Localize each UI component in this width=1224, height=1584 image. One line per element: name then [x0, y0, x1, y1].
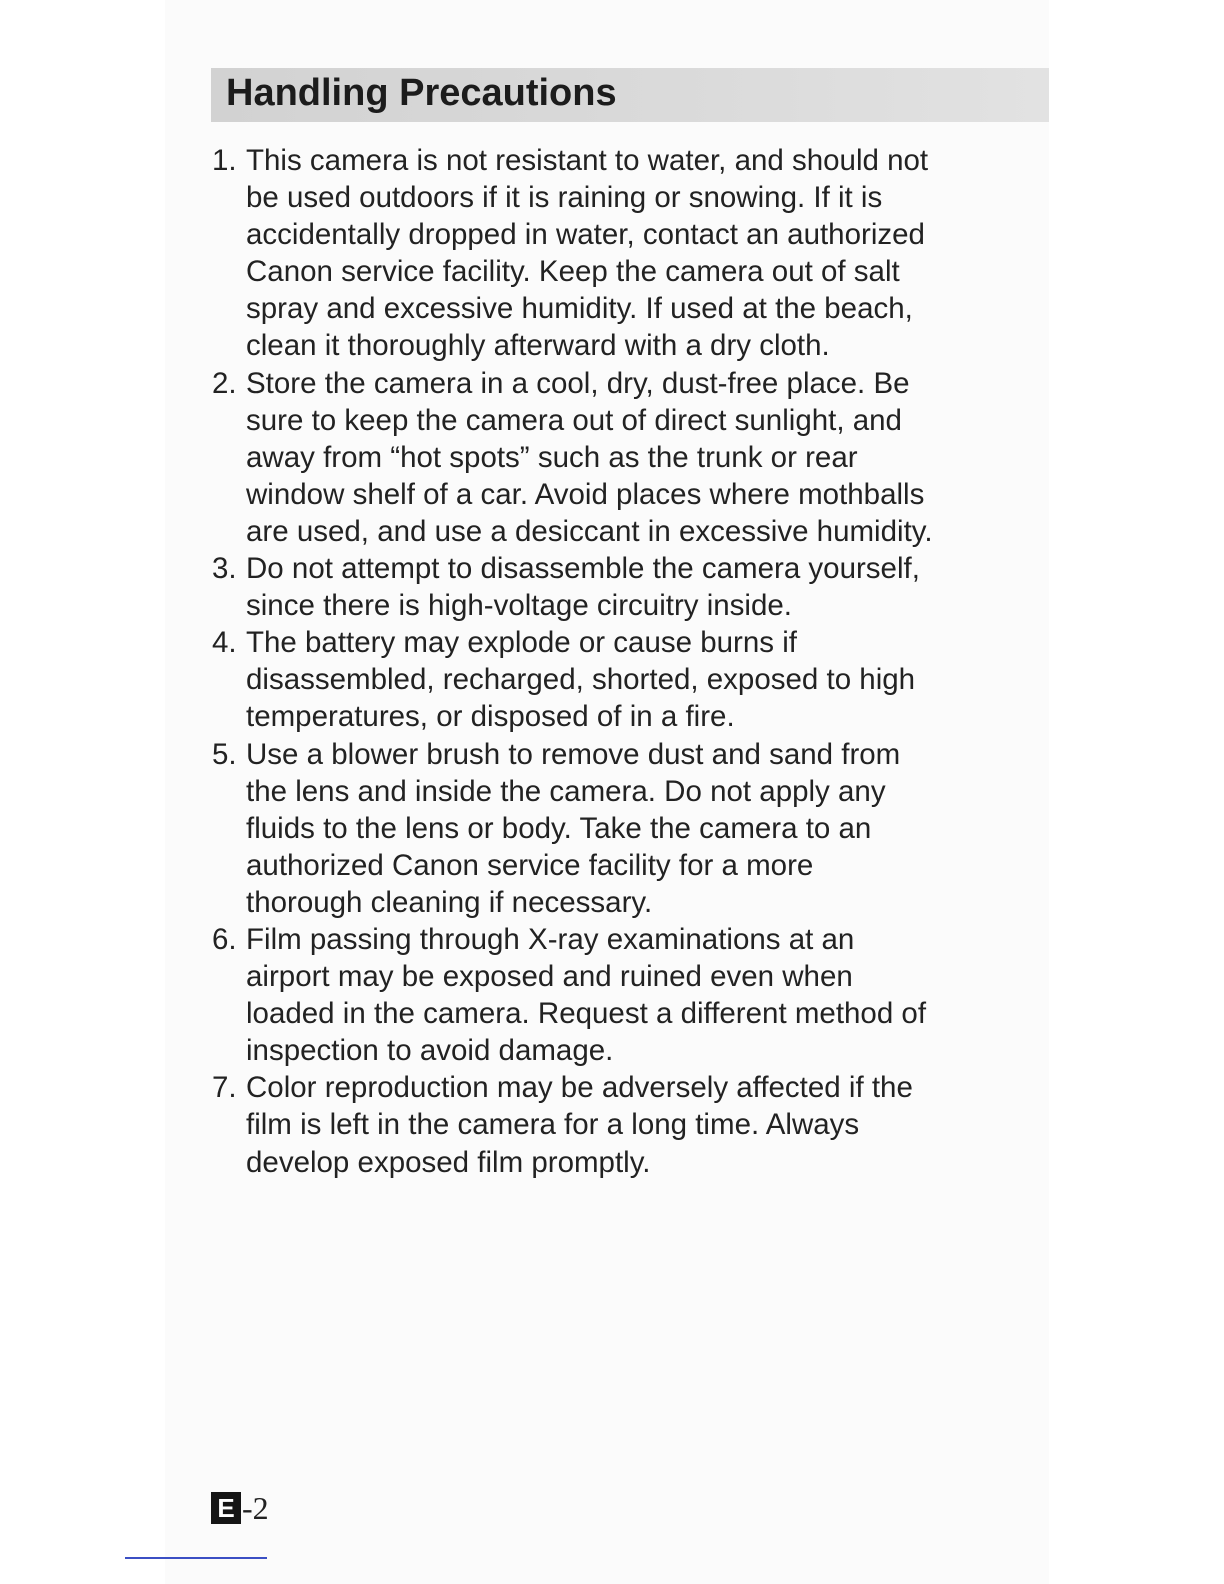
- item-text: [246, 921, 1002, 1069]
- text-line: window shelf of a car. Avoid places where mothballs: [246, 477, 925, 511]
- page-number-label: [211, 1490, 269, 1526]
- text-line: Color reproduction may be adversely affected if the: [246, 1071, 913, 1105]
- precaution-item: [212, 736, 1002, 921]
- item-number: 3.: [212, 552, 237, 586]
- text-line: the lens and inside the camera. Do not apply any: [246, 774, 886, 808]
- text-line: This camera is not resistant to water, and should not: [246, 144, 929, 177]
- item-number: 2.: [212, 366, 237, 400]
- precaution-item: [212, 365, 1002, 550]
- text-line: Store the camera in a cool, dry, dust-free place. Be: [246, 366, 910, 400]
- precaution-item: [212, 624, 1002, 735]
- text-line: Film passing through X-ray examinations at an: [246, 922, 855, 956]
- text-line: disassembled, recharged, shorted, exposed to high: [246, 663, 916, 697]
- item-number: 7.: [212, 1071, 237, 1105]
- precautions-list: [212, 142, 1002, 1181]
- precaution-item: [212, 1069, 1002, 1180]
- text-line: accidentally dropped in water, contact an authorized: [246, 218, 925, 252]
- text-line: since there is high-voltage circuitry inside.: [246, 589, 792, 623]
- item-text: [246, 624, 1002, 735]
- item-text: [246, 142, 1002, 365]
- item-number: 1.: [212, 144, 237, 177]
- text-line: Use a blower brush to remove dust and sand from: [246, 737, 901, 771]
- text-line: are used, and use a desiccant in excessive humidity.: [246, 514, 933, 548]
- item-number: 4.: [212, 626, 237, 660]
- text-line: sure to keep the camera out of direct sunlight, and: [246, 403, 902, 437]
- text-line: thorough cleaning if necessary.: [246, 885, 653, 919]
- item-number: 6.: [212, 922, 237, 956]
- text-line: Do not attempt to disassemble the camera yourself,: [246, 552, 920, 586]
- precaution-item: [212, 921, 1002, 1069]
- text-line: temperatures, or disposed of in a fire.: [246, 700, 735, 734]
- item-number: 5.: [212, 737, 237, 771]
- item-text: [246, 550, 1002, 624]
- item-text: [246, 365, 1002, 550]
- text-line: be used outdoors if it is raining or snowing. If it is: [246, 181, 883, 215]
- text-line: away from “hot spots” such as the trunk or rear: [246, 440, 858, 474]
- text-line: develop exposed film promptly.: [246, 1145, 651, 1179]
- text-line: loaded in the camera. Request a different method of: [246, 997, 927, 1031]
- page-heading: Handling Precautions: [226, 72, 617, 114]
- section-badge: E: [211, 1492, 241, 1524]
- text-line: film is left in the camera for a long time. Always: [246, 1108, 860, 1142]
- text-line: The battery may explode or cause burns if: [246, 626, 797, 660]
- precaution-item: [212, 142, 1002, 365]
- text-line: Canon service facility. Keep the camera out of salt: [246, 255, 900, 289]
- precaution-item: [212, 550, 1002, 624]
- text-line: fluids to the lens or body. Take the camera to an: [246, 811, 872, 845]
- text-line: clean it thoroughly afterward with a dry cloth.: [246, 329, 830, 363]
- page-number: -2: [242, 1490, 269, 1526]
- bottom-rule: [125, 1557, 267, 1559]
- text-line: inspection to avoid damage.: [246, 1034, 614, 1068]
- item-text: [246, 736, 1002, 921]
- text-line: spray and excessive humidity. If used at the beach,: [246, 292, 913, 326]
- text-line: authorized Canon service facility for a more: [246, 848, 814, 882]
- text-line: airport may be exposed and ruined even when: [246, 960, 853, 994]
- item-text: [246, 1069, 1002, 1180]
